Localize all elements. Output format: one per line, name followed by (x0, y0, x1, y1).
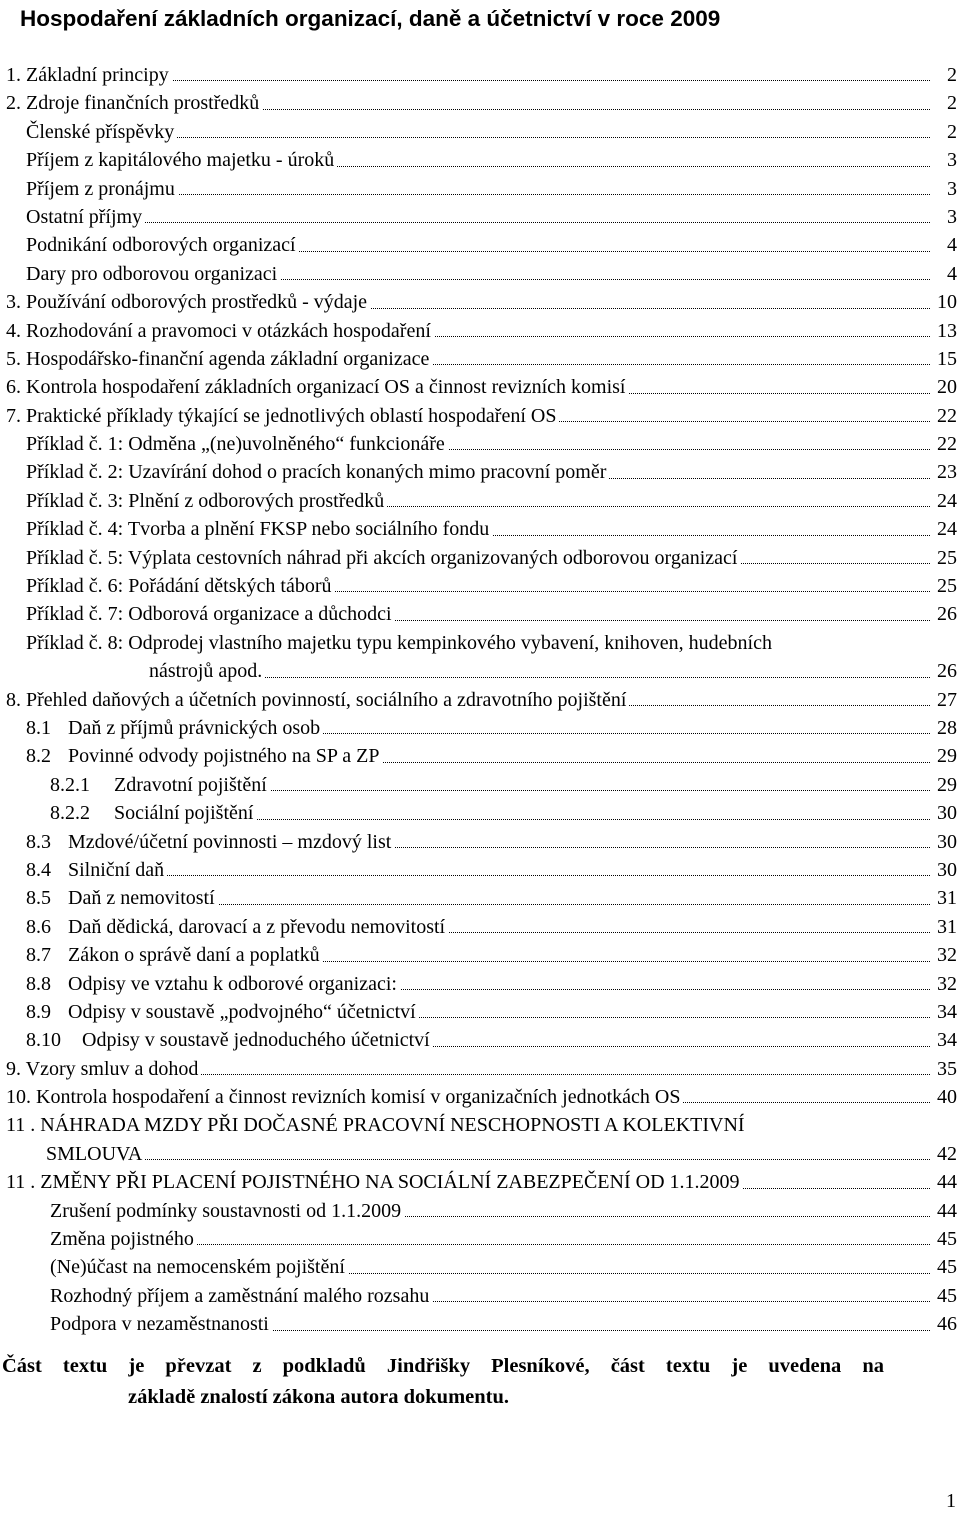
toc-entry[interactable] (0, 997, 960, 1025)
toc-page-number: 4 (944, 234, 957, 256)
toc-entry[interactable] (0, 259, 960, 287)
toc-page-number: 31 (934, 916, 957, 938)
toc-page-number: 27 (934, 689, 957, 711)
toc-entry-number: 8.6 (26, 915, 51, 938)
toc-entry[interactable] (0, 1309, 960, 1337)
toc-entry-title: 5. Hospodářsko-finanční agenda základní organizace (6, 348, 432, 370)
toc-entry[interactable] (0, 798, 960, 826)
toc-page-number: 26 (934, 603, 957, 625)
toc-page-number: 25 (934, 575, 957, 597)
toc-entry-number: 8.1 (26, 717, 51, 739)
toc-page-number: 4 (944, 263, 957, 285)
toc-entry[interactable] (0, 1025, 960, 1053)
source-note-line-2: základě znalostí zákona autora dokumentu. (128, 1386, 510, 1408)
toc-entry[interactable] (0, 770, 960, 798)
source-note-line-1: Část textu je převzat z podkladů Jindřišky Plesníkové, část textu je uvedena na (2, 1355, 884, 1377)
toc-entry-title: Odpisy v soustavě jednoduchého účetnictví (82, 1029, 433, 1051)
toc-entry-title: Odpisy v soustavě „podvojného“ účetnictví (68, 1001, 419, 1023)
toc-dot-leader (88, 875, 930, 876)
toc-entry[interactable] (0, 88, 960, 116)
toc-entry[interactable] (0, 1281, 960, 1309)
toc-page-number: 32 (934, 944, 957, 966)
toc-entry-title: Rozhodný příjem a zaměstnání malého rozsahu (50, 1285, 432, 1307)
toc-entry[interactable] (0, 571, 960, 599)
toc-page-number: 3 (944, 178, 957, 200)
toc-entry-title: Zrušení podmínky soustavnosti od 1.1.2009 (50, 1200, 404, 1222)
toc-entry-title: Příklad č. 4: Tvorba a plnění FKSP nebo sociálního fondu (26, 518, 492, 540)
toc-page-number: 46 (934, 1313, 957, 1335)
toc-entry-title: Příklad č. 5: Výplata cestovních náhrad při akcích organizovaných odborovou organizací (26, 547, 740, 569)
toc-entry[interactable] (0, 486, 960, 514)
toc-entry[interactable] (0, 401, 960, 429)
toc-entry-title: Daň z příjmů právnických osob (68, 717, 323, 739)
toc-entry-number: 8.9 (26, 1000, 51, 1023)
toc-page-number: 40 (934, 1086, 957, 1108)
toc-dot-leader (46, 194, 930, 195)
toc-entry-number: 8.10 (26, 1029, 61, 1052)
toc-page-number: 45 (934, 1256, 957, 1278)
toc-page-number: 3 (944, 149, 957, 171)
toc-entry[interactable] (0, 940, 960, 968)
toc-page-number: 44 (934, 1171, 957, 1193)
toc-entry-number: 8.2.1 (50, 773, 90, 796)
toc-page-number: 24 (934, 518, 957, 540)
toc-page-number: 13 (934, 320, 957, 342)
toc-entry[interactable] (0, 1196, 960, 1224)
toc-entry-title: Zákon o správě daní a poplatků (68, 944, 323, 966)
toc-entry[interactable] (0, 1082, 960, 1110)
toc-entry-title: 11 . NÁHRADA MZDY PŘI DOČASNÉ PRACOVNÍ NESCHOPNOSTI A KOLEKTIVNÍ (6, 1114, 748, 1136)
toc-page-number: 29 (934, 745, 957, 767)
toc-entry-title: Zdravotní pojištění (114, 774, 270, 796)
toc-entry-title: Příklad č. 7: Odborová organizace a důchodci (26, 603, 395, 625)
toc-page-number: 30 (934, 831, 957, 853)
toc-entry-title: SMLOUVA (46, 1143, 145, 1165)
toc-entry[interactable] (0, 912, 960, 940)
toc-entry-title: 6. Kontrola hospodaření základních organizací OS a činnost revizních komisí (6, 376, 628, 398)
toc-page-number: 22 (934, 433, 957, 455)
toc-entry[interactable] (0, 316, 960, 344)
toc-entry[interactable] (0, 174, 960, 202)
toc-page-number: 30 (934, 859, 957, 881)
toc-entry[interactable] (0, 543, 960, 571)
toc-page-number: 3 (944, 206, 957, 228)
toc-entry-title: Příklad č. 8: Odprodej vlastního majetku typu kempinkového vybavení, knihoven, hudebních (26, 632, 775, 654)
toc-entry[interactable] (0, 628, 960, 685)
toc-entry-title: Členské příspěvky (26, 121, 177, 143)
toc-page-number: 2 (944, 64, 957, 86)
toc-page-number: 24 (934, 490, 957, 512)
toc-entry-title: Mzdové/účetní povinnosti – mzdový list (68, 831, 394, 853)
toc-entry-title: Podnikání odborových organizací (26, 234, 299, 256)
toc-entry-title: 7. Praktické příklady týkající se jednotlivých oblastí hospodaření OS (6, 405, 559, 427)
toc-entry-title: 11 . ZMĚNY PŘI PLACENÍ POJISTNÉHO NA SOCIÁLNÍ ZABEZPEČENÍ OD 1.1.2009 (6, 1171, 743, 1193)
toc-dot-leader (46, 137, 930, 138)
toc-dot-leader (66, 1159, 930, 1160)
toc-entry-number: 8.8 (26, 972, 51, 995)
toc-entry-title: Příklad č. 1: Odměna „(ne)uvolněného“ funkcionáře (26, 433, 448, 455)
toc-entry-title: Dary pro odborovou organizaci (26, 263, 280, 285)
toc-dot-leader (169, 677, 930, 678)
toc-entry-title: nástrojů apod. (149, 660, 265, 682)
toc-page-number: 45 (934, 1228, 957, 1250)
toc-page-number: 10 (934, 291, 957, 313)
toc-entry[interactable] (0, 685, 960, 713)
toc-entry-title: (Ne)účast na nemocenském pojištění (50, 1256, 348, 1278)
toc-entry[interactable] (0, 514, 960, 542)
toc-entry-number: 8.7 (26, 944, 51, 967)
toc-entry[interactable] (0, 1252, 960, 1280)
toc-entry-title: Příklad č. 2: Uzavírání dohod o pracích konaných mimo pracovní poměr (26, 461, 609, 483)
toc-entry-title: Odpisy ve vztahu k odborové organizaci: (68, 973, 400, 995)
toc-page-number: 20 (934, 376, 957, 398)
toc-page-number: 31 (934, 887, 957, 909)
toc-entry-title: 3. Používání odborových prostředků - výdaje (6, 291, 370, 313)
toc-page-number: 26 (934, 660, 957, 682)
toc-entry-title: Změna pojistného (50, 1228, 197, 1250)
toc-entry[interactable] (0, 1167, 960, 1195)
toc-page-number: 2 (944, 121, 957, 143)
toc-entry-title: Daň z nemovitostí (68, 887, 218, 909)
toc-page-number: 34 (934, 1029, 957, 1051)
toc-entry[interactable] (0, 145, 960, 173)
page-number: 1 (946, 1490, 956, 1512)
toc-entry[interactable] (0, 855, 960, 883)
toc-entry-title: 10. Kontrola hospodaření a činnost revizních komisí v organizačních jednotkách OS (6, 1086, 683, 1108)
toc-entry[interactable] (0, 457, 960, 485)
toc-entry-title: Daň dědická, darovací a z převodu nemovitostí (68, 916, 448, 938)
toc-page-number: 35 (934, 1058, 957, 1080)
toc-entry[interactable] (0, 713, 960, 741)
table-of-contents (0, 60, 960, 1338)
toc-entry[interactable] (0, 741, 960, 769)
toc-entry-title: Podpora v nezaměstnanosti (50, 1313, 272, 1335)
toc-entry-number: 8.5 (26, 887, 51, 910)
toc-dot-leader (46, 222, 930, 223)
toc-page-number: 34 (934, 1001, 957, 1023)
toc-entry[interactable] (0, 1054, 960, 1082)
toc-entry[interactable] (0, 230, 960, 258)
toc-page-number: 23 (934, 461, 957, 483)
toc-entry-title: Příklad č. 6: Pořádání dětských táborů (26, 575, 335, 597)
toc-entry[interactable] (0, 429, 960, 457)
toc-entry-title: Povinné odvody pojistného na SP a ZP (68, 745, 382, 767)
toc-page-number: 42 (934, 1143, 957, 1165)
toc-entry-title: 1. Základní principy (6, 64, 172, 86)
toc-page-number: 44 (934, 1200, 957, 1222)
toc-entry[interactable] (0, 117, 960, 145)
toc-entry-number: 8.3 (26, 830, 51, 853)
toc-page-number: 15 (934, 348, 957, 370)
toc-entry-title: Ostatní příjmy (26, 206, 145, 228)
toc-entry[interactable] (0, 599, 960, 627)
toc-entry[interactable] (0, 287, 960, 315)
toc-entry-number: 8.2.2 (50, 802, 90, 825)
toc-entry[interactable] (0, 372, 960, 400)
toc-entry[interactable] (0, 60, 960, 88)
toc-entry[interactable] (0, 969, 960, 997)
toc-entry-title: Sociální pojištění (114, 802, 256, 824)
toc-entry[interactable] (0, 1110, 960, 1167)
toc-entry-number: 8.2 (26, 745, 51, 768)
toc-page-number: 30 (934, 802, 957, 824)
toc-entry-title: Silniční daň (68, 859, 167, 881)
toc-entry-title: Příjem z kapitálového majetku - úroků (26, 149, 337, 171)
toc-dot-leader (70, 1244, 930, 1245)
toc-entry-title: 2. Zdroje finančních prostředků (6, 92, 262, 114)
toc-entry[interactable] (0, 344, 960, 372)
toc-page-number: 2 (944, 92, 957, 114)
toc-entry-title: 4. Rozhodování a pravomoci v otázkách hospodaření (6, 320, 434, 342)
toc-page-number: 22 (934, 405, 957, 427)
toc-page-number: 29 (934, 774, 957, 796)
document-title: Hospodaření základních organizací, daně a účetnictví v roce 2009 (20, 6, 721, 31)
toc-entry[interactable] (0, 827, 960, 855)
toc-page-number: 32 (934, 973, 957, 995)
toc-entry-number: 8.4 (26, 858, 51, 881)
toc-entry-title: Příjem z pronájmu (26, 178, 178, 200)
toc-entry[interactable] (0, 202, 960, 230)
toc-page-number: 45 (934, 1285, 957, 1307)
toc-entry-title: Příklad č. 3: Plnění z odborových prostředků (26, 490, 387, 512)
toc-entry-title: 9. Vzory smluv a dohod (6, 1058, 201, 1080)
toc-page-number: 28 (934, 717, 957, 739)
toc-entry[interactable] (0, 883, 960, 911)
toc-entry[interactable] (0, 1224, 960, 1252)
toc-entry-title: 8. Přehled daňových a účetních povinností, sociálního a zdravotního pojištění (6, 689, 629, 711)
toc-page-number: 25 (934, 547, 957, 569)
